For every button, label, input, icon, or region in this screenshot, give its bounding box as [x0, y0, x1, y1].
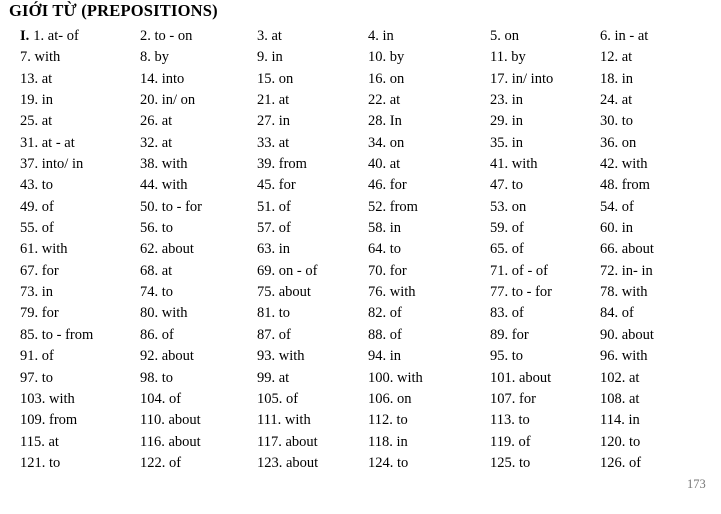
answer-item	[368, 111, 402, 132]
answer-text: 93. with	[257, 348, 305, 365]
answer-item	[368, 69, 404, 90]
answer-text: 24. at	[600, 92, 633, 109]
answer-item	[140, 26, 192, 47]
answer-text: 72. in- in	[600, 262, 653, 279]
answer-item	[257, 368, 289, 389]
answer-text: 115. at	[20, 433, 59, 450]
answer-row	[0, 69, 721, 90]
answer-text: 34. on	[368, 134, 405, 151]
answer-item	[600, 303, 634, 324]
answer-text: 76. with	[368, 284, 416, 301]
answer-text: 7. with	[20, 49, 61, 66]
answer-item	[140, 368, 173, 389]
answer-item	[490, 197, 526, 218]
answer-text: 78. with	[600, 284, 648, 301]
answer-item	[257, 282, 311, 303]
answer-item	[600, 389, 639, 410]
answer-item	[140, 90, 195, 111]
answer-item	[20, 26, 79, 47]
answer-text: 105. of	[257, 390, 299, 407]
answer-text: 31. at - at	[20, 134, 75, 151]
answer-item	[490, 26, 519, 47]
answer-item	[600, 282, 648, 303]
answer-text: 80. with	[140, 305, 188, 322]
answer-text: 70. for	[368, 262, 407, 279]
answer-item	[257, 432, 318, 453]
answer-item	[368, 47, 404, 68]
answer-text: 86. of	[140, 326, 174, 343]
answer-item	[368, 26, 394, 47]
answer-text: 120. to	[600, 433, 641, 450]
answer-text: 17. in/ into	[490, 70, 554, 87]
answer-text: 102. at	[600, 369, 640, 386]
answer-item	[368, 218, 401, 239]
answer-item	[20, 453, 60, 474]
answer-row	[0, 303, 721, 324]
answer-item	[20, 197, 54, 218]
answer-item	[368, 303, 402, 324]
answer-text: 90. about	[600, 326, 654, 343]
answer-row	[0, 197, 721, 218]
answer-text: 27. in	[257, 113, 291, 130]
answer-item	[368, 175, 407, 196]
answer-row	[0, 453, 721, 474]
answer-item	[600, 432, 640, 453]
answer-text: 116. about	[140, 433, 201, 450]
answer-item	[490, 154, 538, 175]
answer-text: 81. to	[257, 305, 291, 322]
answer-item	[490, 346, 523, 367]
answer-item	[368, 325, 402, 346]
answer-item	[490, 111, 523, 132]
answer-text: 104. of	[140, 390, 182, 407]
answer-item	[20, 346, 54, 367]
answer-item	[257, 346, 305, 367]
page-number: 173	[687, 477, 706, 491]
answer-text: 2. to - on	[140, 28, 193, 44]
answer-text: 94. in	[368, 348, 402, 365]
answer-text: 61. with	[20, 241, 68, 258]
answer-item	[368, 346, 401, 367]
answer-row	[0, 239, 721, 260]
answer-text: 16. on	[368, 70, 405, 87]
answer-item	[20, 154, 83, 175]
answer-text: 118. in	[368, 433, 408, 450]
section-label: I.	[20, 28, 30, 44]
answer-item	[490, 432, 531, 453]
answer-text: 73. in	[20, 284, 54, 301]
answer-text: 41. with	[490, 156, 538, 173]
answer-item	[20, 325, 93, 346]
answer-text: 75. about	[257, 284, 311, 301]
answer-text: 74. to	[140, 284, 174, 301]
answer-text: 98. to	[140, 369, 174, 386]
answer-item	[140, 346, 194, 367]
answer-item	[368, 154, 400, 175]
answer-item	[257, 47, 283, 68]
answer-item	[490, 47, 526, 68]
answer-text: 44. with	[140, 177, 188, 194]
answer-item	[490, 90, 523, 111]
answer-text: 58. in	[368, 220, 402, 237]
answer-item	[490, 410, 530, 431]
answer-item	[140, 69, 184, 90]
answer-text: 107. for	[490, 390, 536, 407]
answer-item	[20, 389, 75, 410]
answer-text: 29. in	[490, 113, 524, 130]
answer-text: 23. in	[490, 92, 524, 109]
answer-item	[490, 239, 524, 260]
answer-text: 88. of	[368, 326, 402, 343]
answer-item	[368, 282, 416, 303]
answer-item	[600, 346, 648, 367]
answer-text: 122. of	[140, 454, 182, 471]
answer-text: 92. about	[140, 348, 194, 365]
answer-row	[0, 47, 721, 68]
answer-text: 62. about	[140, 241, 194, 258]
answer-text: 14. into	[140, 70, 185, 87]
answer-item	[140, 175, 188, 196]
answer-text: 35. in	[490, 134, 524, 151]
answer-item	[140, 111, 172, 132]
answer-text: 82. of	[368, 305, 402, 322]
answer-text: 55. of	[20, 220, 54, 237]
answer-text: 101. about	[490, 369, 552, 386]
answer-item	[257, 389, 298, 410]
answer-text: 91. of	[20, 348, 54, 365]
answer-item	[140, 133, 172, 154]
answer-text: 100. with	[368, 369, 423, 386]
answer-item	[257, 90, 289, 111]
answer-text: 59. of	[490, 220, 524, 237]
answer-item	[140, 453, 181, 474]
answer-item	[20, 303, 59, 324]
answer-item	[257, 111, 290, 132]
answer-item	[490, 261, 548, 282]
answer-item	[140, 410, 201, 431]
answer-item	[600, 133, 636, 154]
answer-text: 112. to	[368, 412, 408, 429]
answer-item	[257, 69, 293, 90]
answer-item	[140, 239, 194, 260]
answer-text: 99. at	[257, 369, 290, 386]
answer-text: 47. to	[490, 177, 524, 194]
answer-text: 49. of	[20, 198, 54, 215]
answer-text: 21. at	[257, 92, 290, 109]
answer-text: 30. to	[600, 113, 634, 130]
answer-text: 117. about	[257, 433, 318, 450]
answer-text: 50. to - for	[140, 198, 203, 215]
answer-text: 9. in	[257, 49, 283, 66]
answer-item	[20, 218, 54, 239]
answer-item	[368, 261, 407, 282]
answer-text: 42. with	[600, 156, 648, 173]
answer-item	[490, 325, 529, 346]
answer-text: 48. from	[600, 177, 650, 194]
answer-text: 46. for	[368, 177, 407, 194]
answer-item	[490, 389, 536, 410]
answer-item	[600, 69, 633, 90]
answer-item	[368, 133, 404, 154]
answer-text: 125. to	[490, 454, 531, 471]
answer-text: 114. in	[600, 412, 640, 429]
answer-row	[0, 368, 721, 389]
answer-text: 53. on	[490, 198, 527, 215]
answer-item	[600, 154, 648, 175]
answer-text: 28. In	[368, 113, 402, 130]
answer-text: 65. of	[490, 241, 524, 258]
answer-text: 119. of	[490, 433, 531, 450]
answer-item	[257, 218, 291, 239]
answer-row	[0, 154, 721, 175]
answer-text: 54. of	[600, 198, 634, 215]
answer-row	[0, 90, 721, 111]
answer-item	[140, 197, 202, 218]
answer-item	[20, 90, 53, 111]
answer-item	[257, 197, 291, 218]
answer-item	[490, 303, 524, 324]
answer-item	[20, 261, 59, 282]
answer-item	[600, 175, 650, 196]
answer-text: 25. at	[20, 113, 53, 130]
answer-item	[140, 218, 173, 239]
answer-text: 5. on	[490, 28, 519, 44]
page-title: GIỚI TỪ (PREPOSITIONS)	[9, 1, 218, 20]
answer-item	[600, 218, 633, 239]
answer-item	[257, 26, 282, 47]
answer-item	[257, 410, 311, 431]
answer-text: 67. for	[20, 262, 59, 279]
answer-item	[20, 432, 59, 453]
answer-item	[20, 239, 68, 260]
answer-item	[20, 69, 52, 90]
answer-text: 85. to - from	[20, 326, 94, 343]
answer-row	[0, 410, 721, 431]
answer-text: 45. for	[257, 177, 296, 194]
answer-text: 95. to	[490, 348, 524, 365]
answer-item	[20, 410, 77, 431]
answer-item	[257, 325, 291, 346]
answer-row	[0, 282, 721, 303]
answer-item	[368, 410, 408, 431]
answer-item	[20, 175, 53, 196]
answer-text: 39. from	[257, 156, 307, 173]
answer-item	[600, 261, 653, 282]
answer-text: 26. at	[140, 113, 173, 130]
answer-text: 68. at	[140, 262, 173, 279]
answer-row	[0, 133, 721, 154]
answer-row	[0, 111, 721, 132]
answer-item	[140, 303, 188, 324]
answer-item	[490, 368, 551, 389]
answer-text: 10. by	[368, 49, 405, 66]
answer-text: 32. at	[140, 134, 173, 151]
answer-item	[368, 239, 401, 260]
answer-text: 111. with	[257, 412, 311, 429]
answer-text: 126. of	[600, 454, 642, 471]
answer-item	[490, 282, 552, 303]
answer-item	[140, 432, 201, 453]
answer-text: 87. of	[257, 326, 291, 343]
answer-text: 33. at	[257, 134, 290, 151]
answer-item	[20, 133, 75, 154]
answer-text: 15. on	[257, 70, 294, 87]
answer-text: 3. at	[257, 28, 282, 44]
answer-text: 66. about	[600, 241, 654, 258]
answer-text: 13. at	[20, 70, 53, 87]
answer-text: 121. to	[20, 454, 61, 471]
answer-text: 12. at	[600, 49, 633, 66]
answer-row	[0, 261, 721, 282]
answer-item	[490, 453, 530, 474]
answer-item	[368, 453, 408, 474]
answer-item	[140, 261, 172, 282]
answer-item	[600, 368, 639, 389]
answer-text: 51. of	[257, 198, 291, 215]
answer-item	[257, 261, 317, 282]
answer-item	[600, 325, 654, 346]
answer-text: 20. in/ on	[140, 92, 196, 109]
answer-text: 64. to	[368, 241, 402, 258]
answer-text: 36. on	[600, 134, 637, 151]
answer-text: 37. into/ in	[20, 156, 84, 173]
answer-text: 11. by	[490, 49, 526, 66]
answer-text: 109. from	[20, 412, 78, 429]
answer-text: 56. to	[140, 220, 174, 237]
answer-row	[0, 218, 721, 239]
answer-row	[0, 432, 721, 453]
answer-text: 57. of	[257, 220, 291, 237]
answer-item	[600, 26, 648, 47]
answer-item	[20, 368, 53, 389]
answer-text: 83. of	[490, 305, 524, 322]
answer-text: 89. for	[490, 326, 529, 343]
answer-item	[600, 197, 634, 218]
answer-row	[0, 325, 721, 346]
answer-item	[368, 389, 412, 410]
answer-item	[490, 133, 523, 154]
answer-text: 110. about	[140, 412, 201, 429]
answer-item	[140, 325, 174, 346]
answer-row	[0, 346, 721, 367]
answer-text: 18. in	[600, 70, 634, 87]
answer-text: 108. at	[600, 390, 640, 407]
answer-item	[368, 368, 423, 389]
answer-text: 71. of - of	[490, 262, 548, 279]
answer-text: 63. in	[257, 241, 291, 258]
answer-text: 113. to	[490, 412, 530, 429]
answer-item	[140, 47, 169, 68]
answer-text: 22. at	[368, 92, 401, 109]
answer-text: 40. at	[368, 156, 401, 173]
answer-row	[0, 26, 721, 47]
answer-text: 123. about	[257, 454, 319, 471]
answer-row	[0, 175, 721, 196]
answer-item	[368, 197, 418, 218]
answer-item	[490, 69, 553, 90]
answer-text: 106. on	[368, 390, 412, 407]
answer-text: 52. from	[368, 198, 418, 215]
answer-text: 96. with	[600, 348, 648, 365]
answer-item	[140, 389, 181, 410]
answer-item	[20, 282, 53, 303]
answer-text: 84. of	[600, 305, 634, 322]
answer-text: 4. in	[368, 28, 394, 44]
answer-item	[600, 111, 633, 132]
answer-text: 124. to	[368, 454, 409, 471]
answer-item	[490, 218, 524, 239]
answer-item	[600, 239, 654, 260]
answer-item	[600, 47, 632, 68]
answer-item	[600, 410, 640, 431]
answer-item	[600, 453, 641, 474]
answer-text: 97. to	[20, 369, 54, 386]
answer-text: 103. with	[20, 390, 75, 407]
answer-text: 77. to - for	[490, 284, 553, 301]
answer-item	[368, 432, 408, 453]
answer-text: 79. for	[20, 305, 59, 322]
answer-item	[257, 154, 307, 175]
answer-item	[600, 90, 632, 111]
answer-item	[257, 175, 296, 196]
answer-text: 69. on - of	[257, 262, 318, 279]
answer-text: 6. in - at	[600, 28, 649, 44]
answer-text: 43. to	[20, 177, 54, 194]
answer-item	[140, 282, 173, 303]
answer-row	[0, 389, 721, 410]
answer-text: 1. at- of	[33, 28, 79, 44]
answer-item	[257, 239, 290, 260]
answer-text: 60. in	[600, 220, 634, 237]
answer-item	[368, 90, 400, 111]
answer-item	[140, 154, 188, 175]
answer-text: 38. with	[140, 156, 188, 173]
answer-text: 8. by	[140, 49, 169, 66]
answer-text: 19. in	[20, 92, 54, 109]
answer-item	[257, 133, 289, 154]
answer-item	[20, 47, 60, 68]
answer-item	[20, 111, 52, 132]
answer-item	[257, 303, 290, 324]
answer-item	[490, 175, 523, 196]
answer-grid	[0, 26, 721, 474]
answer-item	[257, 453, 318, 474]
